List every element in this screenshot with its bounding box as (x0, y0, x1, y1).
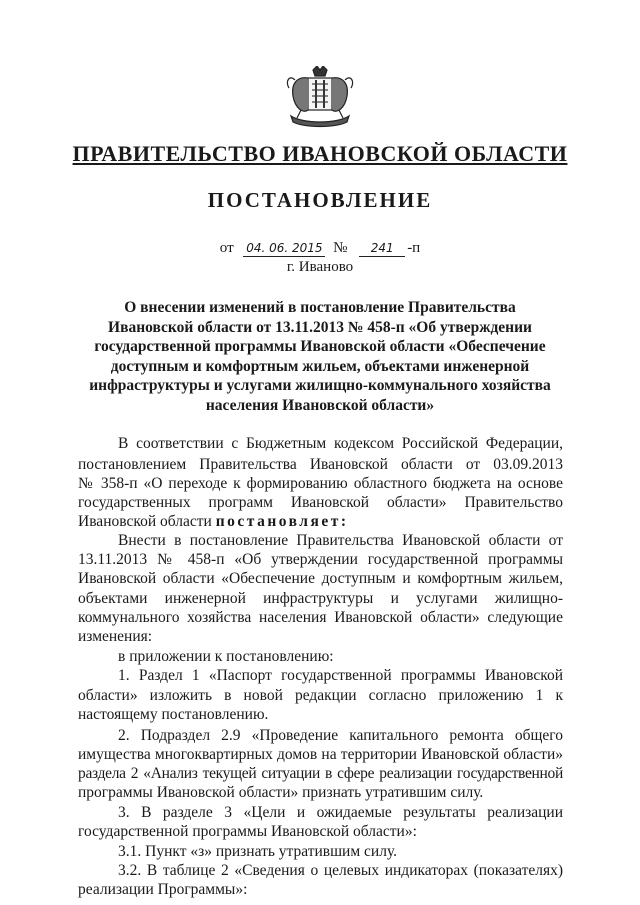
body-line: В соответствии с Бюджетным кодексом Российской Федерации, (118, 435, 563, 452)
coat-of-arms-emblem (283, 66, 357, 130)
from-label: от (219, 240, 234, 256)
body-line: Внести в постановление Правительства Ивановской области от (118, 532, 563, 549)
body-line: 3. В разделе 3 «Цели и ожидаемые результаты реализации (118, 804, 563, 821)
body-line: в приложении к постановлению: (118, 648, 334, 665)
number-label: № (333, 240, 348, 256)
body-line: № 358-п «О переходе к формированию областного бюджета на основе (78, 475, 563, 492)
body-line: настоящему постановлению. (78, 706, 269, 723)
body-line: 1. Раздел 1 «Паспорт государственной программы Ивановской (118, 667, 563, 684)
body-line: имущества многоквартирных домов на территории Ивановской области» (78, 746, 563, 763)
body-line-decree (78, 512, 563, 531)
number-handwritten: 241 (359, 240, 405, 257)
date-handwritten: 04. 06. 2015 (243, 240, 325, 257)
body-line: изменения: (78, 628, 153, 645)
body-line: 13.11.2013 № 458-п «Об утверждении государственной программы (78, 551, 563, 568)
subject-heading: О внесении изменений в постановление Правительства Ивановской области от 13.11.2013 № 458-п «Об утверждении государственной программы Ивановской области «Обеспечение доступным и комфортным жильем, объектами инженерной инфраструктуры и услугами жилищно-коммунального хозяйства населения Ивановской области» (89, 299, 551, 414)
city: г. Иваново (286, 259, 354, 275)
body-line: государственных программ Ивановской области» Правительство (78, 494, 563, 511)
body-line: государственной программы Ивановской области»: (78, 823, 417, 840)
document-type: ПОСТАНОВЛЕНИЕ (207, 188, 433, 212)
body-line: 3.1. Пункт «з» признать утратившим силу. (118, 843, 398, 860)
body-line: области» изложить в новой редакции согласно приложению 1 к (78, 687, 563, 704)
date-number-line (0, 240, 640, 257)
body-line: реализации Программы»: (78, 881, 248, 898)
body-line: коммунального хозяйства населения Ивановской области» следующие (78, 609, 563, 626)
decree-word: постановляет: (215, 513, 349, 530)
body-line: программы Ивановской области» признать утратившим силу. (78, 784, 484, 801)
body-line: 2. Подраздел 2.9 «Проведение капитального ремонта общего (118, 727, 563, 744)
government-title: ПРАВИТЕЛЬСТВО ИВАНОВСКОЙ ОБЛАСТИ (72, 141, 568, 166)
body-line: Ивановской области (78, 513, 212, 530)
body-line: 3.2. В таблице 2 «Сведения о целевых индикаторах (показателях) (118, 862, 563, 879)
body-line: раздела 2 «Анализ текущей ситуации в сфере реализации государственной (78, 765, 563, 782)
number-suffix: -п (407, 240, 421, 256)
body-line: постановлением Правительства Ивановской области от 03.09.2013 (78, 456, 563, 473)
body-line: объектами инженерной инфраструктуры и услугами жилищно- (78, 590, 563, 607)
body-line: Ивановской области «Обеспечение доступным и комфортным жильем, (78, 570, 563, 587)
